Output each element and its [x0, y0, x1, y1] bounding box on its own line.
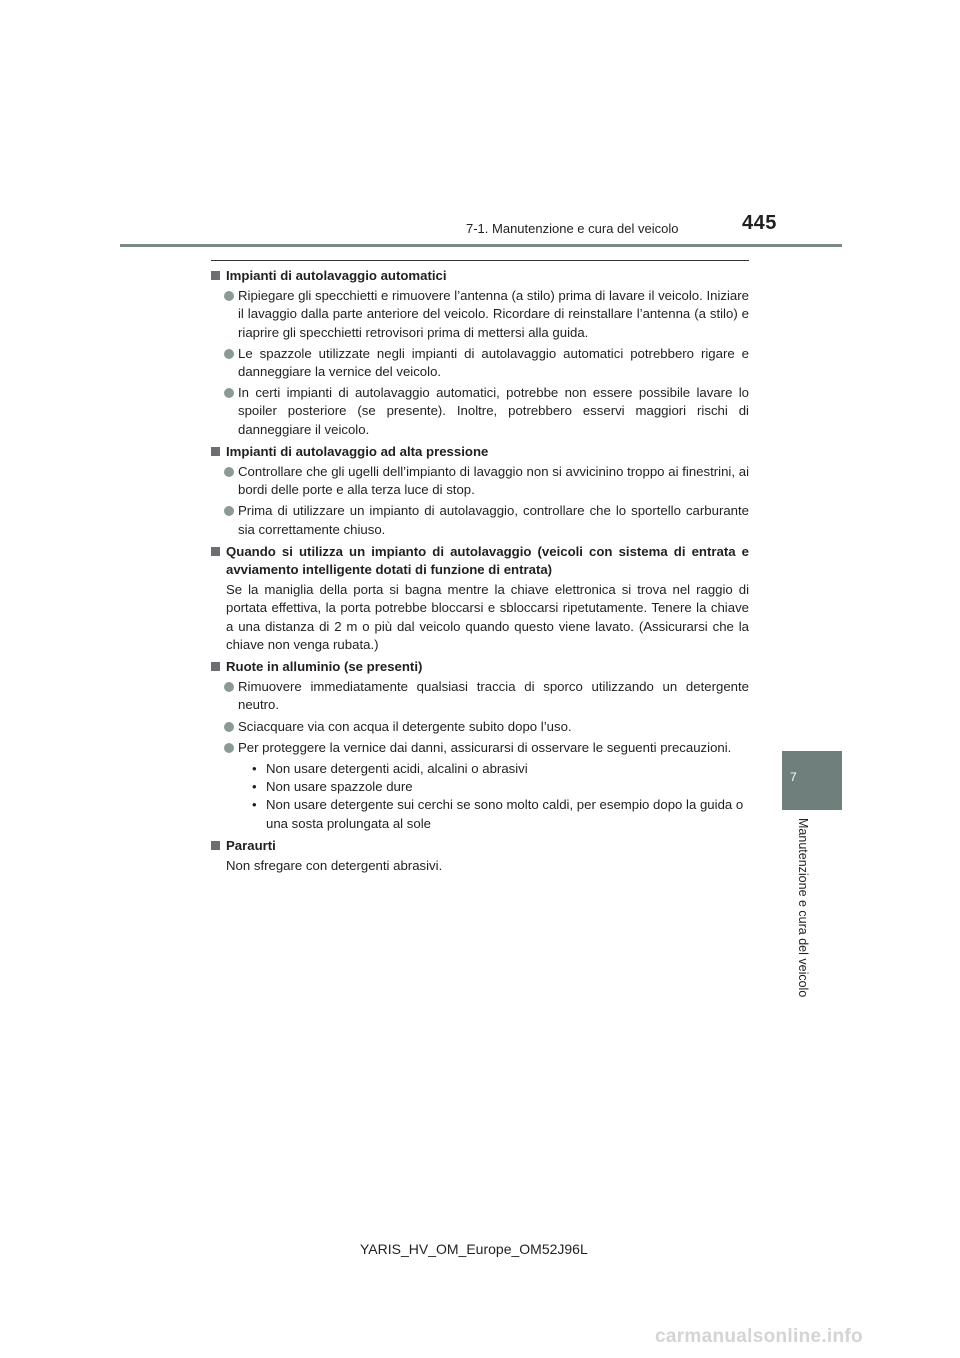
- square-bullet-icon: [211, 841, 220, 850]
- section-heading: [211, 267, 749, 285]
- list-item-text: Sciacquare via con acqua il detergente subito dopo l’uso.: [238, 718, 572, 734]
- section-heading-text: Quando si utilizza un impianto di autolavaggio (veicoli con sistema di entrata e avviamento intelligente dotati di funzione di entrata): [226, 543, 749, 578]
- section-paragraph: Non sfregare con detergenti abrasivi.: [226, 858, 443, 874]
- list-item: [211, 463, 749, 499]
- section-heading-text: Paraurti: [226, 837, 276, 853]
- list-item-text: Prima di utilizzare un impianto di autolavaggio, controllare che lo sportello carburante sia correttamente chiuso.: [238, 503, 749, 537]
- section-alloy-wheels: [211, 658, 749, 833]
- watermark-text: carmanualsonline.info: [655, 1326, 863, 1347]
- section-heading-text: Impianti di autolavaggio automatici: [226, 268, 447, 283]
- section-automatic-carwash: [211, 267, 749, 439]
- sub-list-item: [252, 760, 749, 778]
- footer-document-id: YARIS_HV_OM_Europe_OM52J96L: [360, 1241, 588, 1257]
- circle-bullet-icon: [224, 506, 234, 516]
- list-item: [211, 718, 749, 736]
- running-header-title: 7-1. Manutenzione e cura del veicolo: [466, 221, 679, 236]
- circle-bullet-icon: [224, 349, 234, 359]
- sub-list-item: [252, 778, 749, 796]
- list-item-text: In certi impianti di autolavaggio automatici, potrebbe non essere possibile lavare lo spoiler posteriore (se presente). Inoltre, potrebbero esservi maggiori rischi di danneggiare il veicolo.: [238, 385, 749, 437]
- list-item: [211, 345, 749, 381]
- section-heading: [211, 543, 749, 579]
- precautions-list: [211, 760, 749, 833]
- square-bullet-icon: [211, 547, 220, 556]
- chapter-tab-number: 7: [790, 770, 797, 784]
- sub-list-item-text: Non usare spazzole dure: [266, 779, 413, 795]
- section-high-pressure-carwash: [211, 443, 749, 539]
- section-bumpers: [211, 837, 749, 875]
- circle-bullet-icon: [224, 388, 234, 398]
- section-heading-text: Impianti di autolavaggio ad alta pressione: [226, 443, 489, 459]
- list-item: [211, 384, 749, 439]
- sub-list-item: [252, 796, 749, 832]
- page-content: [211, 267, 749, 879]
- section-smart-entry-carwash: [211, 543, 749, 654]
- square-bullet-icon: [211, 662, 220, 671]
- small-bullet-icon: •: [252, 779, 257, 795]
- header-rule: [120, 244, 842, 247]
- list-item-text: Controllare che gli ugelli dell’impianto di lavaggio non si avvicinino troppo ai finestrini, ai bordi delle porte e alla terza luce di stop.: [238, 464, 749, 498]
- list-item: [211, 502, 749, 538]
- chapter-tab-label: Manutenzione e cura del veicolo: [796, 818, 810, 998]
- section-heading-text: Ruote in alluminio (se presenti): [226, 659, 423, 675]
- page-number: 445: [742, 212, 777, 234]
- list-item-text: Ripiegare gli specchietti e rimuovere l’antenna (a stilo) prima di lavare il veicolo. Iniziare il lavaggio dalla parte anteriore del veicolo. Ricordare di reinstallare l’antenna (a stilo) e riaprire gli specchietti retrovisori prima di mettersi alla guida.: [238, 288, 749, 340]
- list-item: [211, 739, 749, 757]
- list-item: [211, 678, 749, 714]
- section-heading: [211, 837, 749, 855]
- circle-bullet-icon: [224, 291, 234, 301]
- square-bullet-icon: [211, 447, 220, 456]
- section-heading: [211, 443, 749, 461]
- small-bullet-icon: •: [252, 797, 257, 813]
- circle-bullet-icon: [224, 743, 234, 753]
- sub-list-item-text: Non usare detergente sui cerchi se sono molto caldi, per esempio dopo la guida o una sosta prolungata al sole: [266, 797, 744, 831]
- list-item-text: Rimuovere immediatamente qualsiasi traccia di sporco utilizzando un detergente neutro.: [238, 679, 749, 713]
- small-bullet-icon: •: [252, 761, 257, 777]
- list-item-text: Le spazzole utilizzate negli impianti di autolavaggio automatici potrebbero rigare e danneggiare la vernice del veicolo.: [238, 345, 749, 380]
- square-bullet-icon: [211, 271, 220, 280]
- section-heading: [211, 658, 749, 676]
- content-top-rule: [211, 260, 749, 261]
- circle-bullet-icon: [224, 467, 234, 477]
- list-item: [211, 287, 749, 342]
- sub-list-item-text: Non usare detergenti acidi, alcalini o abrasivi: [266, 761, 528, 777]
- section-paragraph: Se la maniglia della porta si bagna mentre la chiave elettronica si trova nel raggio di portata effettiva, la porta potrebbe bloccarsi e sbloccarsi ripetutamente. Tenere la chiave a una distanza di 2 m o più dal veicolo quando questo viene lavato. (Assicurarsi che la chiave non venga rubata.): [226, 582, 749, 652]
- list-item-text: Per proteggere la vernice dai danni, assicurarsi di osservare le seguenti precauzioni.: [238, 739, 732, 755]
- circle-bullet-icon: [224, 682, 234, 692]
- circle-bullet-icon: [224, 722, 234, 732]
